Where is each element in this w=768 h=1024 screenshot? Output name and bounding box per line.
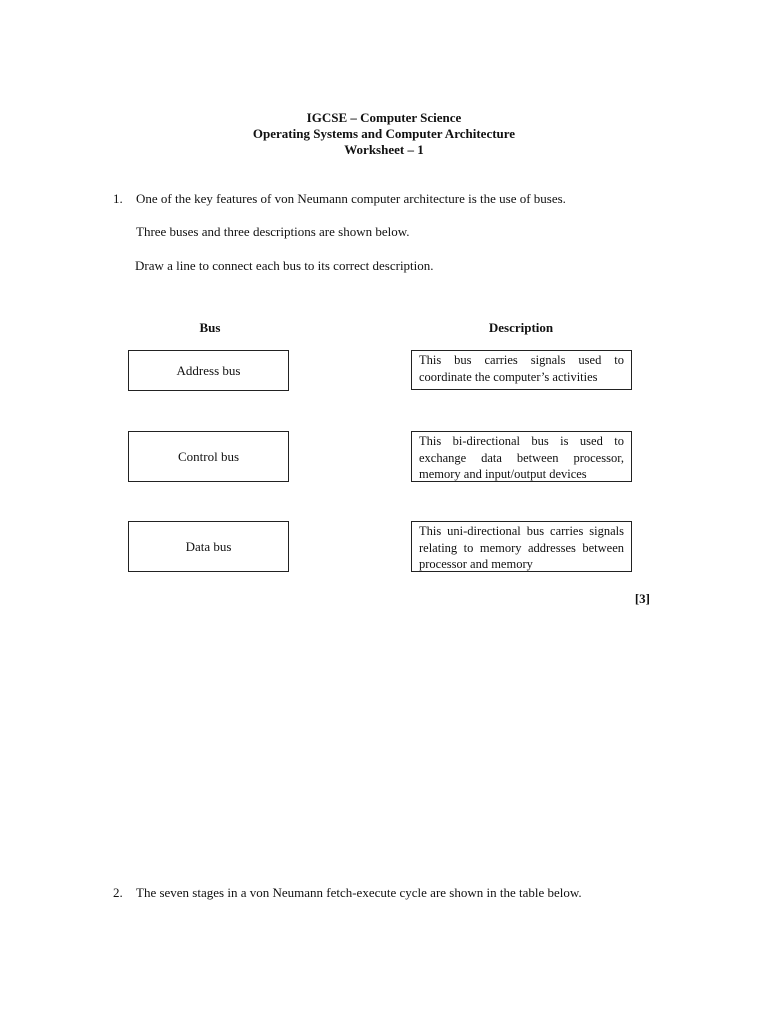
description-2-text: This bi-directional bus is used to exchange data between processor, memory and input/output devices [419,434,624,481]
question-1-instruction-2: Draw a line to connect each bus to its correct description. [135,258,434,273]
question-1-marks: [3] [634,591,650,606]
description-column-heading: Description [488,320,554,335]
bus-column-heading: Bus [199,320,221,335]
address-bus-box[interactable] [128,350,289,391]
description-3-text: This uni-directional bus carries signals relating to memory addresses between processor and memory [419,524,624,571]
description-box-2[interactable] [411,431,632,482]
address-bus-label: Address bus [176,362,241,378]
worksheet-title-number: Worksheet – 1 [344,142,424,157]
data-bus-box[interactable] [128,521,289,572]
question-1-instruction-1: Three buses and three descriptions are shown below. [136,224,410,239]
question-1-text: One of the key features of von Neumann computer architecture is the use of buses. [136,191,566,206]
description-box-3[interactable] [411,521,632,572]
control-bus-box[interactable] [128,431,289,482]
description-box-1[interactable] [411,350,632,390]
worksheet-title-course: IGCSE – Computer Science [306,110,462,125]
data-bus-label: Data bus [185,538,232,554]
description-1-text: This bus carries signals used to coordinate the computer’s activities [419,353,624,384]
question-1-number: 1. [113,191,123,206]
question-2-number: 2. [113,885,123,900]
control-bus-label: Control bus [177,448,240,464]
worksheet-title-topic: Operating Systems and Computer Architecture [252,126,516,141]
question-2-text: The seven stages in a von Neumann fetch-execute cycle are shown in the table below. [136,885,582,900]
